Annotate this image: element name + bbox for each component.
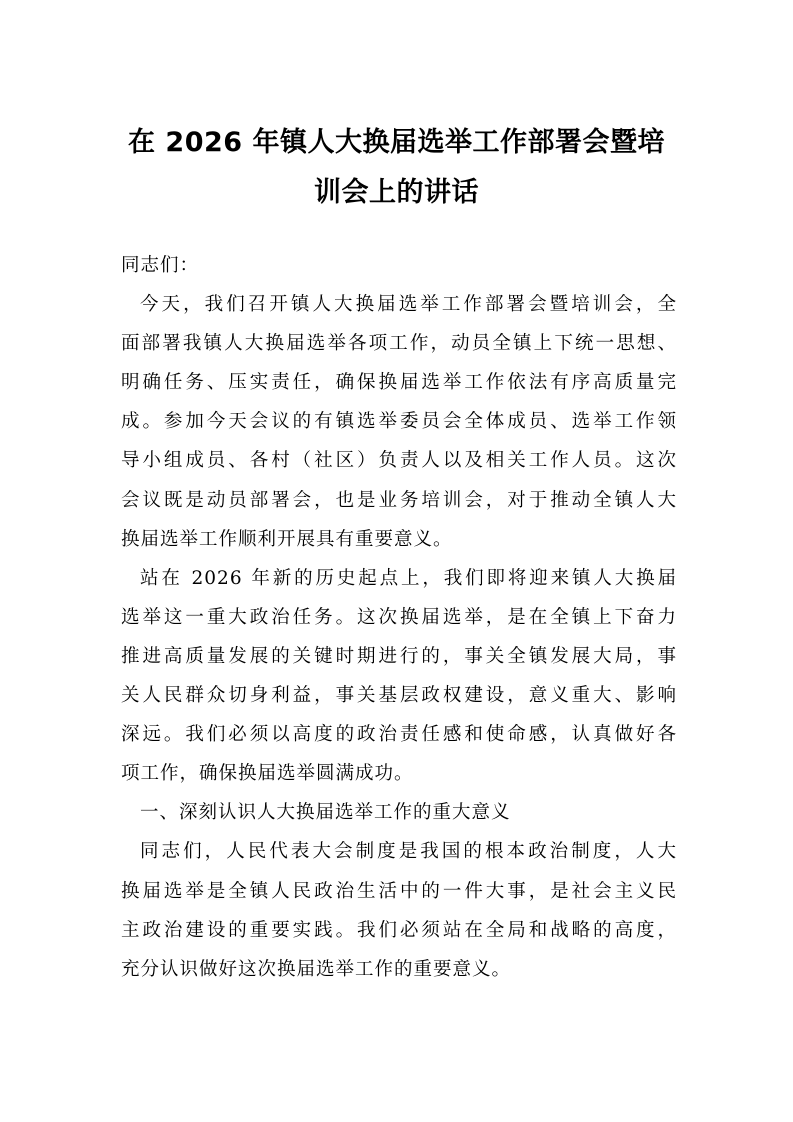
document-title-line-1: 在 2026 年镇人大换届选举工作部署会暨培: [128, 127, 665, 158]
speech-body: [121, 246, 677, 989]
text-line: 会议既是动员部署会，也是业务培训会，对于推动全镇人大: [121, 489, 677, 511]
text-line: 同志们，人民代表大会制度是我国的根本政治制度，人大: [140, 841, 677, 863]
text-line: 关人民群众切身利益，事关基层政权建设，意义重大、影响: [121, 685, 677, 707]
text-line: 换届选举工作顺利开展具有重要意义。: [121, 528, 453, 550]
document-title-line-2: 训会上的讲话: [314, 177, 479, 208]
text-line: 今天，我们召开镇人大换届选举工作部署会暨培训会，全: [140, 294, 677, 316]
text-line: 选举这一重大政治任务。这次换届选举，是在全镇上下奋力: [121, 606, 677, 628]
text-line: 充分认识做好这次换届选举工作的重要意义。: [121, 958, 512, 980]
text-line: 明确任务、压实责任，确保换届选举工作依法有序高质量完: [121, 372, 677, 394]
text-line: 主政治建设的重要实践。我们必须站在全局和战略的高度，: [121, 919, 677, 941]
text-line: 换届选举是全镇人民政治生活中的一件大事，是社会主义民: [121, 880, 677, 902]
text-line: 推进高质量发展的关键时期进行的，事关全镇发展大局，事: [121, 645, 677, 667]
text-line: 站在 2026 年新的历史起点上，我们即将迎来镇人大换届: [140, 567, 677, 589]
text-line: 一、深刻认识人大换届选举工作的重大意义: [140, 802, 511, 824]
text-line: 同志们：: [121, 255, 200, 276]
text-line: 深远。我们必须以高度的政治责任感和使命感，认真做好各: [121, 724, 677, 746]
text-line: 成。参加今天会议的有镇选举委员会全体成员、选举工作领: [121, 411, 677, 433]
text-line: 项工作，确保换届选举圆满成功。: [121, 763, 414, 785]
text-line: 导小组成员、各村（社区）负责人以及相关工作人员。这次: [121, 450, 677, 472]
text-line: 面部署我镇人大换届选举各项工作，动员全镇上下统一思想、: [121, 333, 677, 355]
